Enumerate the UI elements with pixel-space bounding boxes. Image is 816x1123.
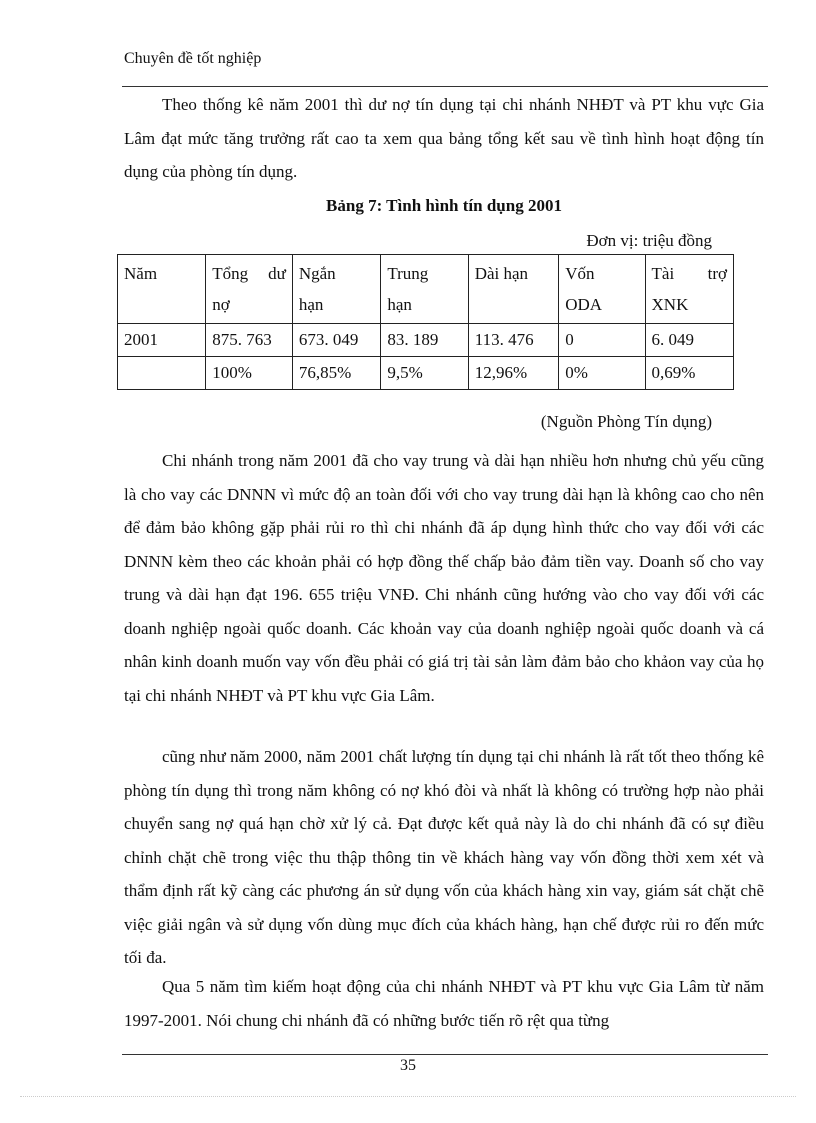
table-header-row	[118, 255, 734, 324]
table-row	[118, 324, 734, 357]
cell-oda: 0	[559, 324, 645, 357]
cell-trung: 83. 189	[381, 324, 468, 357]
cell-tong: 875. 763	[206, 324, 293, 357]
cell-xnk: 6. 049	[645, 324, 733, 357]
header-ngan-han: Ngắn hạn	[292, 255, 381, 324]
body-paragraph-2: cũng như năm 2000, năm 2001 chất lượng tín dụng tại chi nhánh là rất tốt theo thống kê phòng tín dụng thì trong năm không có nợ khó đòi và nhất là không có trường hợp nào phải chuyển sang nợ quá hạn chờ xử lý cả. Đạt được kết quả này là do chi nhánh đã có sự điều chỉnh chặt chẽ trong việc thu thập thông tin về khách hàng vay vốn đồng thời xem xét và thẩm định rất kỹ càng các phương án sử dụng vốn của khách hàng xin vay, giám sát chặt chẽ việc giải ngân và sử dụng vốn dùng mục đích của khách hàng, hạn chế được rủi ro đến mức tối đa.	[124, 747, 764, 967]
cell-dai: 12,96%	[468, 357, 559, 390]
header-von-oda: Vốn ODA	[559, 255, 645, 324]
credit-table	[117, 254, 734, 390]
header-trung-han: Trung hạn	[381, 255, 468, 324]
header-rule	[122, 86, 768, 87]
header-dai-han: Dài hạn	[468, 255, 559, 324]
table-row	[118, 357, 734, 390]
header-tai-tro-xnk: Tài trợ XNK	[645, 255, 733, 324]
table-title: Bảng 7: Tình hình tín dụng 2001	[326, 196, 562, 215]
header-nam: Năm	[118, 255, 206, 324]
cell-ngan: 673. 049	[292, 324, 381, 357]
cell-nam: 2001	[118, 324, 206, 357]
cell-tong: 100%	[206, 357, 293, 390]
cell-xnk: 0,69%	[645, 357, 733, 390]
table-source: (Nguồn Phòng Tín dụng)	[540, 412, 712, 431]
cell-oda: 0%	[559, 357, 645, 390]
running-header: Chuyên đề tốt nghiệp	[124, 50, 262, 67]
cell-nam	[118, 357, 206, 390]
intro-paragraph: Theo thống kê năm 2001 thì dư nợ tín dụng tại chi nhánh NHĐT và PT khu vực Gia Lâm đạt mức tăng trưởng rất cao ta xem qua bảng tổng kết sau về tình hình hoạt động tín dụng của phòng tín dụng.	[124, 95, 764, 181]
body-paragraph-1: Chi nhánh trong năm 2001 đã cho vay trung và dài hạn nhiều hơn nhưng chủ yếu cũng là cho vay các DNNN vì mức độ an toàn đối với cho vay trung dài hạn là không cao cho nên để đảm bảo không gặp phải rủi ro thì chi nhánh đã áp dụng hình thức cho vay đối với các DNNN kèm theo các khoản phải có hợp đồng thế chấp bảo đảm tiền vay. Doanh số cho vay trung và dài hạn đạt 196. 655 triệu VNĐ. Chi nhánh cũng hướng vào cho vay đối với các doanh nghiệp ngoài quốc doanh. Các khoản vay của doanh nghiệp ngoài quốc doanh và cá nhân kinh doanh muốn vay vốn đều phải có giá trị tài sản làm đảm bảo cho khảon vay của họ tại chi nhánh NHĐT và PT khu vực Gia Lâm.	[124, 451, 764, 705]
cell-trung: 9,5%	[381, 357, 468, 390]
page-number: 35	[400, 1057, 416, 1074]
page-edge-dots	[20, 1096, 796, 1097]
body-paragraph-3: Qua 5 năm tìm kiếm hoạt động của chi nhánh NHĐT và PT khu vực Gia Lâm từ năm 1997-2001. Nói chung chi nhánh đã có những bước tiến rõ rệt qua từng	[124, 977, 764, 1030]
cell-ngan: 76,85%	[292, 357, 381, 390]
table-unit: Đơn vị: triệu đồng	[586, 231, 712, 250]
cell-dai: 113. 476	[468, 324, 559, 357]
footer-rule	[122, 1054, 768, 1055]
header-tong-du-no: Tổng dư nợ	[206, 255, 293, 324]
